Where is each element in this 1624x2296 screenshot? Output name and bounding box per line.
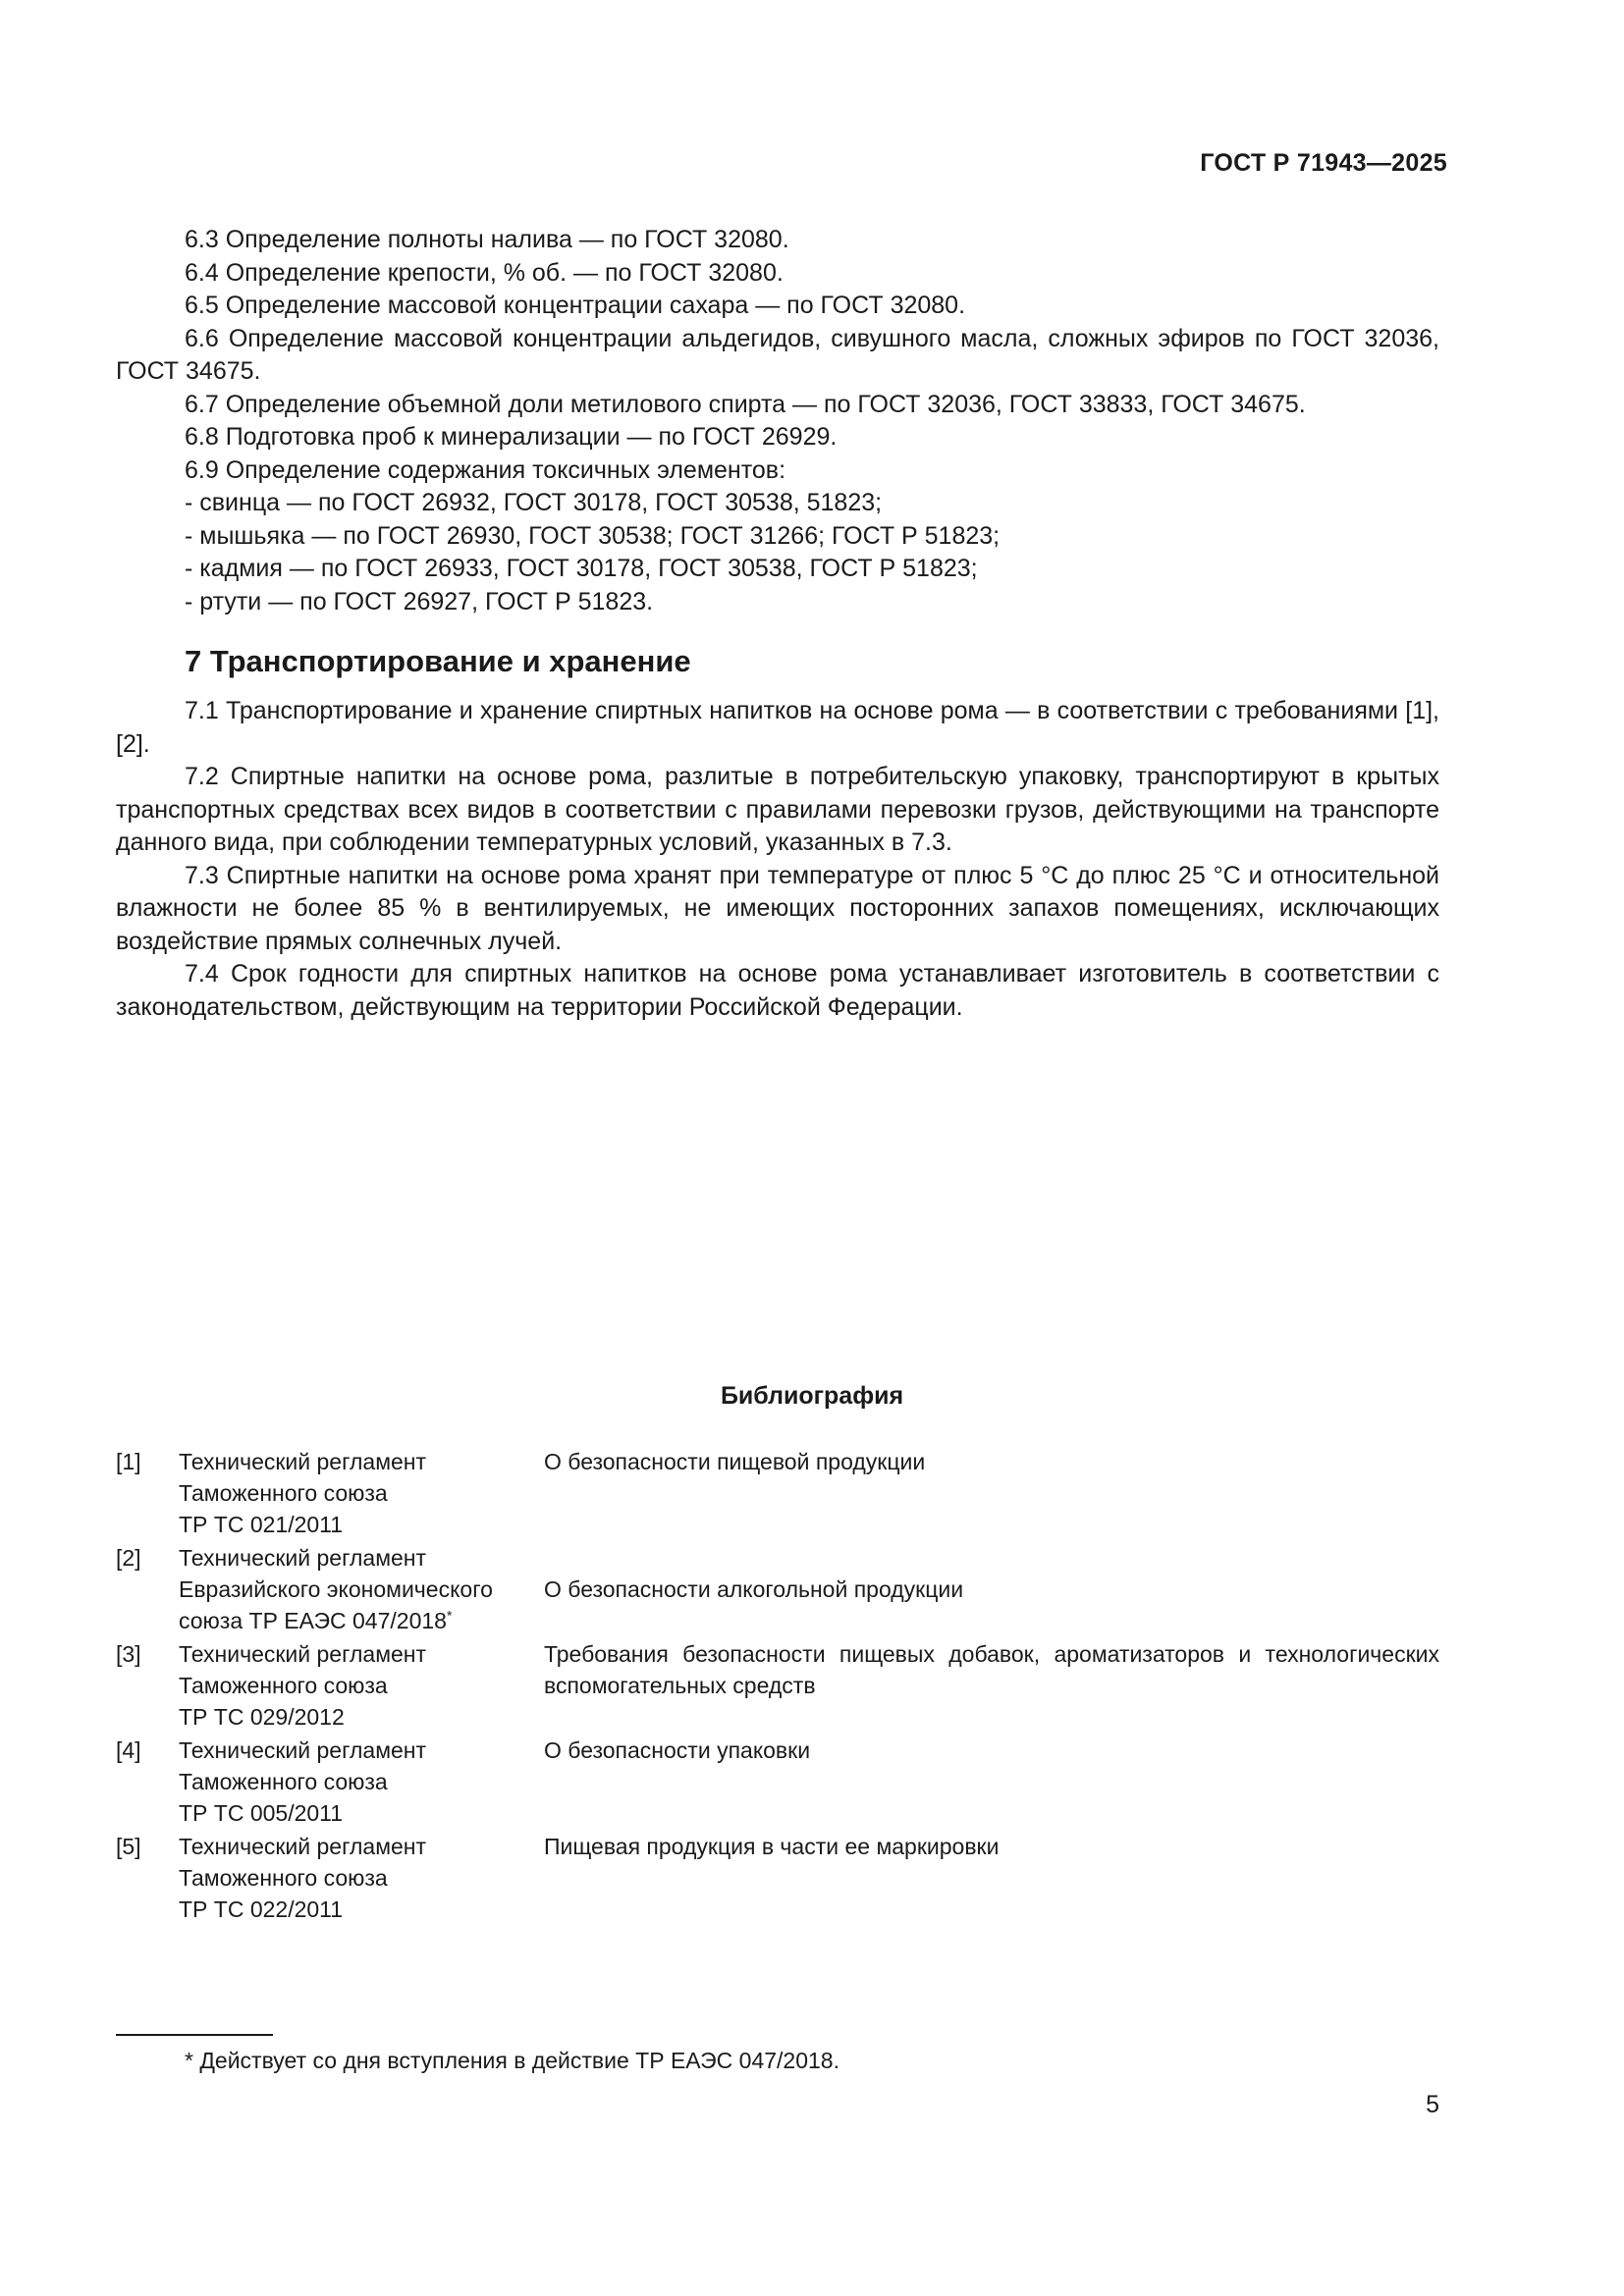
clause-7-4: 7.4 Срок годности для спиртных напитков на основе рома устанавливает изготовитель в соответствии с законодательством, действующим на территории Российской Федерации. bbox=[116, 960, 1439, 1021]
entry-number: [1] bbox=[116, 1449, 141, 1474]
entry-number: [4] bbox=[116, 1737, 141, 1763]
bibliography-entry bbox=[116, 1638, 1439, 1733]
list-item-arsenic: - мышьяка — по ГОСТ 26930, ГОСТ 30538; ГОСТ 31266; ГОСТ Р 51823; bbox=[185, 521, 1001, 550]
entry-number: [3] bbox=[116, 1641, 141, 1667]
list-item-lead: - свинца — по ГОСТ 26932, ГОСТ 30178, ГОСТ 30538, 51823; bbox=[185, 489, 883, 516]
footnote-marker: * bbox=[446, 1607, 453, 1624]
bibliography-title: Библиография bbox=[720, 1382, 904, 1410]
clause-6-9: 6.9 Определение содержания токсичных элементов: bbox=[185, 455, 786, 484]
section-7-heading: 7 Транспортирование и хранение bbox=[185, 644, 691, 678]
entry-title: Требования безопасности пищевых добавок, ароматизаторов и технологических вспомогательных средств bbox=[544, 1641, 1439, 1698]
clause-6-4: 6.4 Определение крепости, % об. — по ГОСТ 32080. bbox=[185, 258, 784, 287]
clause-7-2: 7.2 Спиртные напитки на основе рома, разлитые в потребительскую упаковку, транспортируют в крытых транспортных средствах всех видов в соответствии с правилами перевозки грузов, действующими на транспорте данного вида, при соблюдении температурных условий, указанных в 7.3. bbox=[116, 763, 1439, 856]
footnote-text: * Действует со дня вступления в действие ТР ЕАЭС 047/2018. bbox=[185, 2048, 839, 2073]
entry-number: [5] bbox=[116, 1834, 141, 1859]
clause-7-3: 7.3 Спиртные напитки на основе рома хранят при температуре от плюс 5 °С до плюс 25 °С и относительной влажности не более 85 % в вентилируемых, не имеющих посторонних запахов помещениях, исключающих воздействие прямых солнечных лучей. bbox=[116, 861, 1439, 955]
bibliography-entry bbox=[116, 1542, 1439, 1636]
entry-source: Технический регламент Таможенного союза ТР ТС 029/2012 bbox=[179, 1641, 427, 1730]
clause-6-8: 6.8 Подготовка проб к минерализации — по ГОСТ 26929. bbox=[185, 423, 838, 451]
entry-title: О безопасности алкогольной продукции bbox=[544, 1576, 964, 1602]
page-number: 5 bbox=[1426, 2091, 1439, 2118]
entry-title: О безопасности упаковки bbox=[544, 1737, 811, 1763]
bibliography-table bbox=[116, 1446, 1439, 1927]
entry-source: Технический регламент Таможенного союза ТР ТС 005/2011 bbox=[179, 1737, 427, 1826]
bibliography-entry bbox=[116, 1831, 1439, 1925]
main-content bbox=[116, 224, 1439, 1024]
entry-source: Технический регламент Евразийского экономического союза ТР ЕАЭС 047/2018* bbox=[179, 1545, 493, 1633]
footnote-separator bbox=[116, 2034, 273, 2036]
bibliography-entry bbox=[116, 1446, 1439, 1540]
entry-title: О безопасности пищевой продукции bbox=[544, 1449, 926, 1474]
list-item-mercury: - ртути — по ГОСТ 26927, ГОСТ Р 51823. bbox=[185, 587, 654, 615]
bibliography-entry bbox=[116, 1735, 1439, 1829]
entry-source: Технический регламент Таможенного союза ТР ТС 022/2011 bbox=[179, 1834, 427, 1922]
entry-number: [2] bbox=[116, 1545, 141, 1571]
document-id-header: ГОСТ Р 71943—2025 bbox=[1200, 149, 1447, 177]
list-item-cadmium: - кадмия — по ГОСТ 26933, ГОСТ 30178, ГОСТ 30538, ГОСТ Р 51823; bbox=[185, 555, 978, 582]
clause-6-5: 6.5 Определение массовой концентрации сахара — по ГОСТ 32080. bbox=[185, 292, 966, 319]
clause-6-7: 6.7 Определение объемной доли метилового спирта — по ГОСТ 32036, ГОСТ 33833, ГОСТ 34675. bbox=[185, 390, 1306, 418]
clause-6-3: 6.3 Определение полноты налива — по ГОСТ 32080. bbox=[185, 226, 789, 253]
clause-6-6: 6.6 Определение массовой концентрации альдегидов, сивушного масла, сложных эфиров по ГОСТ 32036, ГОСТ 34675. bbox=[116, 324, 1439, 385]
entry-title: Пищевая продукция в части ее маркировки bbox=[544, 1834, 1000, 1859]
entry-source: Технический регламент Таможенного союза ТР ТС 021/2011 bbox=[179, 1449, 427, 1537]
clause-7-1: 7.1 Транспортирование и хранение спиртных напитков на основе рома — в соответствии с требованиями [1], [2]. bbox=[116, 697, 1439, 758]
